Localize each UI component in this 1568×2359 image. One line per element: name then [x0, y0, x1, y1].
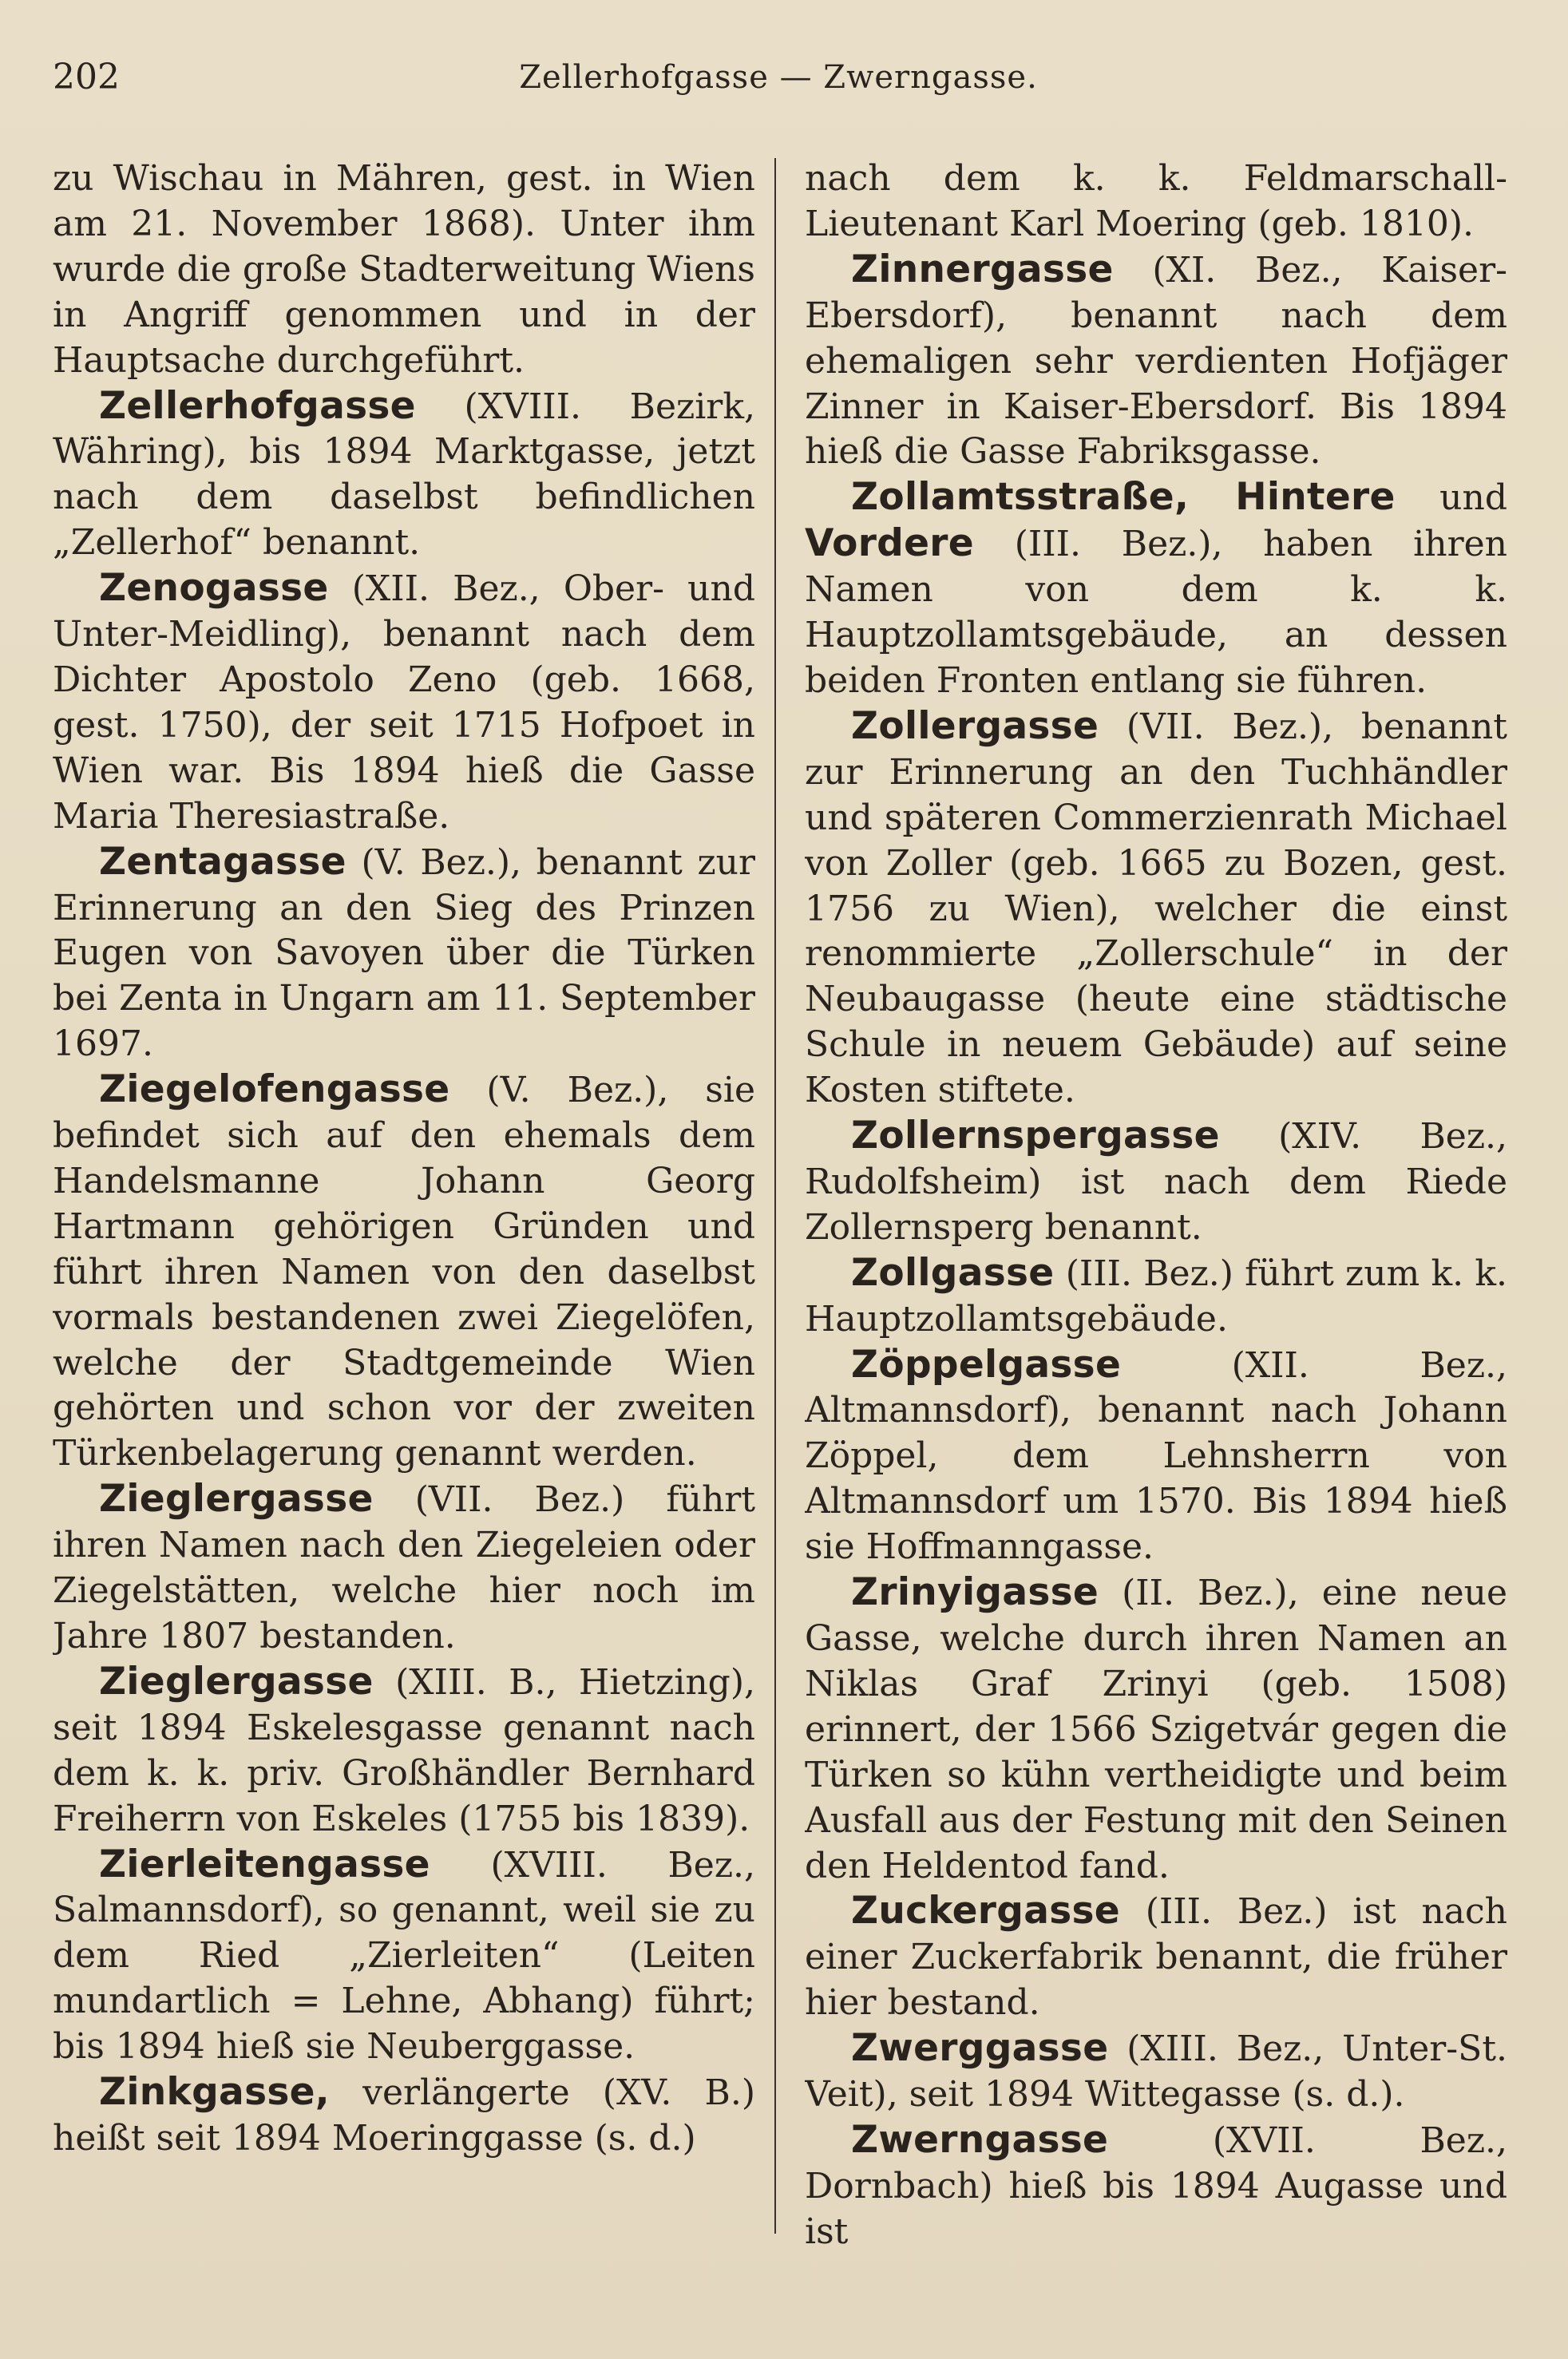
entry-text: (XVIII. Bezirk, Währing), bis 1894 Marktgasse, jetzt nach dem daselbst befindlichen „Zellerhof“ benannt.	[53, 386, 755, 564]
entry-text: (VII. Bez.) führt ihren Namen nach den Ziegeleien oder Ziegelstätten, welche hier noch im Jahre 1807 bestanden.	[53, 1479, 755, 1656]
entry	[53, 2070, 755, 2162]
running-title: Zellerhofgasse — Zwerngasse.	[519, 59, 1038, 96]
entry-headword: Zollamtsstraße, Hintere	[851, 475, 1396, 520]
entry-headword: Zuckergasse	[851, 1889, 1120, 1934]
entry-headword: Zwerggasse	[851, 2026, 1109, 2071]
entry-text: (XIV. Bez., Rudolfsheim) ist nach dem Riede Zollernsperg benannt.	[805, 1116, 1507, 1248]
entry-continuation: zu Wischau in Mähren, gest. in Wien am 21. November 1868). Unter ihm wurde die große Stadterweitung Wiens in Angriff genommen und in der Hauptsache durchgeführt.	[53, 158, 755, 381]
page-number: 202	[53, 57, 120, 97]
entry	[805, 1114, 1507, 1251]
entry	[53, 566, 755, 839]
entry-text: (XII. Bez., Altmannsdorf), benannt nach Johann Zöppel, dem Lehnsherrn von Altmannsdorf um 1570. Bis 1894 hieß sie Hoffmanngasse.	[805, 1344, 1507, 1568]
entry-headword: Vordere	[805, 521, 974, 566]
entry-text: (II. Bez.), eine neue Gasse, welche durch ihren Namen an Niklas Graf Zrinyi (geb. 1508) erinnert, der 1566 Szigetvár gegen die Türken so kühn vertheidigte und beim Ausfall aus der Festung mit den Seinen den Heldentod fand.	[805, 1573, 1507, 1886]
entry	[53, 1067, 755, 1477]
entry	[805, 475, 1507, 704]
entry	[805, 1889, 1507, 2026]
column-divider	[774, 158, 776, 2234]
entry-headword: Zieglergasse	[99, 1477, 374, 1522]
page-header	[53, 49, 1504, 105]
entry-headword: Zollernspergasse	[851, 1114, 1220, 1158]
entry	[805, 2118, 1507, 2255]
entry-headword: Zenogasse	[99, 566, 329, 611]
entry-text: (XIII. B., Hietzing), seit 1894 Eskelesgasse genannt nach dem k. k. priv. Großhändler Bernhard Freiherrn von Eskeles (1755 bis 1839).	[53, 1661, 755, 1839]
entry-headword: Zollergasse	[851, 703, 1099, 748]
entry-text: (III. Bez.) führt zum k. k. Hauptzollamtsgebäude.	[805, 1253, 1507, 1340]
entry	[805, 704, 1507, 1114]
entry-headword: Zinnergasse	[851, 247, 1114, 291]
entry-headword: Zinkgasse,	[99, 2070, 330, 2115]
entry-text: (XII. Bez., Ober- und Unter-Meidling), benannt nach dem Dichter Apostolo Zeno (geb. 1668, gest. 1750), der seit 1715 Hofpoet in Wien war. Bis 1894 hieß die Gasse Maria Theresiastraße.	[53, 568, 755, 837]
entry-text: (V. Bez.), sie befindet sich auf den ehemals dem Handelsmanne Johann Georg Hartmann gehörigen Gründen und führt ihren Namen von den daselbst vormals bestandenen zwei Ziegelöfen, welche der Stadtgemeinde Wien gehörten und schon vor der zweiten Türkenbelagerung genannt werden.	[53, 1070, 755, 1474]
entry-headword: Zwerngasse	[851, 2117, 1109, 2162]
entry	[53, 1660, 755, 1842]
entry-text: (XVII. Bez., Dornbach) hieß bis 1894 Augasse und ist	[805, 2120, 1507, 2252]
entry	[805, 1251, 1507, 1343]
entry-headword: Zöppelgasse	[851, 1342, 1122, 1387]
entry	[805, 1343, 1507, 1571]
entry-headword: Zierleitengasse	[99, 1842, 430, 1886]
entry	[53, 384, 755, 567]
entry-headword: Zieglergasse	[99, 1659, 374, 1704]
entry	[53, 1477, 755, 1660]
left-column	[53, 156, 755, 2328]
entry	[805, 247, 1507, 476]
right-column	[805, 156, 1507, 2328]
entry-text: (XVIII. Bez., Salmannsdorf), so genannt, weil sie zu dem Ried „Zierleiten“ (Leiten mundartlich = Lehne, Abhang) führt; bis 1894 hieß sie Neuberggasse.	[53, 1844, 755, 2068]
entry-text: und	[1395, 477, 1507, 519]
entry-text: (XI. Bez., Kaiser-Ebersdorf), benannt nach dem ehemaligen sehr verdienten Hofjäger Zinner in Kaiser-Ebersdorf. Bis 1894 hieß die Gasse Fabriksgasse.	[805, 249, 1507, 473]
entry-headword: Zrinyigasse	[851, 1570, 1099, 1615]
entry-text: (III. Bez.) ist nach einer Zuckerfabrik benannt, die früher hier bestand.	[805, 1891, 1507, 2024]
entry	[53, 1842, 755, 2071]
entry	[805, 2026, 1507, 2118]
entry-text: verlängerte (XV. B.) heißt seit 1894 Moeringgasse (s. d.)	[53, 2072, 755, 2159]
entry-headword: Zentagasse	[99, 839, 346, 884]
entry-text: (XIII. Bez., Unter-St. Veit), seit 1894 Wittegasse (s. d.).	[805, 2029, 1507, 2116]
entry	[53, 840, 755, 1068]
entry-continuation: nach dem k. k. Feldmarschall-Lieutenant Karl Moering (geb. 1810).	[805, 158, 1507, 244]
entry-headword: Ziegelofengasse	[99, 1067, 450, 1112]
entry-text: (VII. Bez.), benannt zur Erinnerung an den Tuchhändler und späteren Commerzienrath Michael von Zoller (geb. 1665 zu Bozen, gest. 1756 zu Wien), welcher die einst renommierte „Zollerschule“ in der Neubaugasse (heute eine städtische Schule in neuem Gebäude) auf seine Kosten stiftete.	[805, 706, 1507, 1111]
entry	[805, 1570, 1507, 1889]
entry-text: (III. Bez.), haben ihren Namen von dem k. k. Hauptzollamtsgebäude, an dessen beiden Fronten entlang sie führen.	[805, 524, 1507, 701]
entry-headword: Zollgasse	[851, 1250, 1055, 1295]
entry-headword: Zellerhofgasse	[99, 383, 416, 428]
entry-text: (V. Bez.), benannt zur Erinnerung an den Sieg des Prinzen Eugen von Savoyen über die Türken bei Zenta in Ungarn am 11. September 1697.	[53, 841, 755, 1065]
